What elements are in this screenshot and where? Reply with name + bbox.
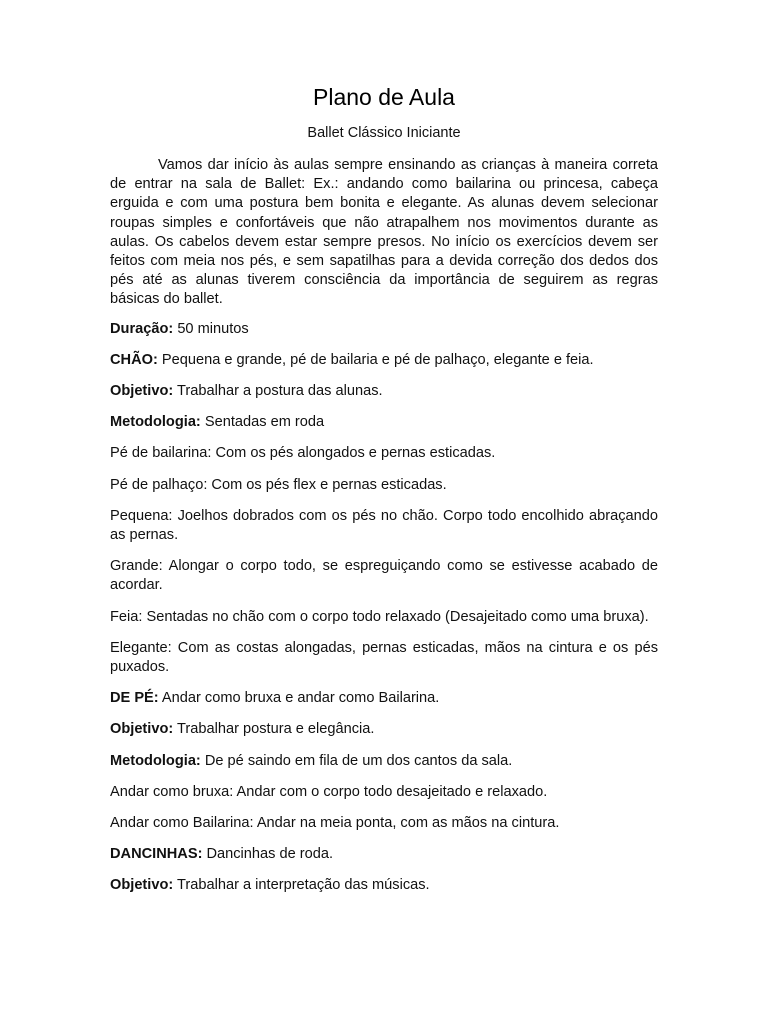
- paragraph-text: Trabalhar postura e elegância.: [173, 721, 375, 738]
- page-title: Plano de Aula: [313, 84, 455, 110]
- paragraph-text: Trabalhar a postura das alunas.: [173, 383, 383, 400]
- paragraph-pequena: Pequena: Joelhos dobrados com os pés no chão. Corpo todo encolhido abraçando as pernas.: [110, 507, 658, 544]
- paragraph-chao: [110, 351, 658, 370]
- paragraph-text: Trabalhar a interpretação das músicas.: [173, 877, 430, 894]
- paragraph-andar-como-bruxa: Andar como bruxa: Andar com o corpo todo desajeitado e relaxado.: [110, 783, 548, 800]
- page-subtitle: Ballet Clássico Iniciante: [307, 125, 461, 141]
- paragraph-objetivo: [110, 876, 658, 895]
- paragraph-label: DANCINHAS:: [110, 846, 203, 863]
- paragraph-dancinhas: [110, 845, 658, 864]
- paragraph-metodologia: [110, 413, 658, 432]
- paragraph-label: Duração:: [110, 320, 174, 337]
- paragraph-objetivo: [110, 382, 658, 401]
- paragraph-pe-de-palhaco: Pé de palhaço: Com os pés flex e pernas esticadas.: [110, 476, 447, 493]
- paragraph-grande: Grande: Alongar o corpo todo, se espreguiçando como se estivesse acabado de acordar.: [110, 558, 658, 594]
- paragraph-de-pe: [110, 689, 658, 708]
- paragraph-text: Sentadas em roda: [200, 414, 325, 431]
- paragraph-elegante: Elegante: Com as costas alongadas, pernas esticadas, mãos na cintura e os pés puxados.: [110, 639, 658, 676]
- paragraph-label: CHÃO:: [110, 351, 158, 368]
- paragraph-feia: Feia: Sentadas no chão com o corpo todo relaxado (Desajeitado como uma bruxa).: [110, 608, 649, 625]
- paragraph-label: DE PÉ:: [110, 690, 159, 707]
- paragraph-text: Pequena e grande, pé de bailaria e pé de palhaço, elegante e feia.: [157, 351, 594, 368]
- intro-paragraph: Vamos dar início às aulas sempre ensinando as crianças à maneira correta de entrar na sala de Ballet: Ex.: andando como bailarina ou princesa, cabeça erguida e com uma postura bem bonita e elegante. As alunas devem selecionar roupas simples e confortáveis que não atrapalhem nos movimentos durante as aulas. Os cabelos devem estar sempre presos. No início os exercícios devem ser feitos com meia nos pés, e sem sapatilhas para a devida correção dos dedos dos pés até as alunas tiverem consciência da importância de seguirem as regras básicas do ballet.: [110, 157, 658, 308]
- paragraph-label: Metodologia:: [110, 414, 201, 431]
- paragraph-label: Metodologia:: [110, 752, 201, 769]
- paragraph-label: Objetivo:: [110, 721, 174, 738]
- paragraph-text: De pé saindo em fila de um dos cantos da sala.: [200, 752, 513, 769]
- paragraph-pe-de-bailarina: Pé de bailarina: Com os pés alongados e pernas esticadas.: [110, 445, 496, 462]
- paragraph-objetivo: [110, 720, 658, 739]
- paragraph-text: 50 minutos: [173, 320, 249, 337]
- paragraph-text: Andar como bruxa e andar como Bailarina.: [158, 690, 440, 707]
- paragraph-label: Objetivo:: [110, 383, 174, 400]
- paragraph-duracao: [110, 320, 658, 339]
- paragraph-andar-como-bailarina: Andar como Bailarina: Andar na meia ponta, com as mãos na cintura.: [110, 815, 560, 832]
- paragraph-metodologia: [110, 752, 658, 771]
- document-body: [110, 156, 658, 908]
- paragraph-text: Dancinhas de roda.: [202, 846, 334, 863]
- paragraph-label: Objetivo:: [110, 877, 174, 894]
